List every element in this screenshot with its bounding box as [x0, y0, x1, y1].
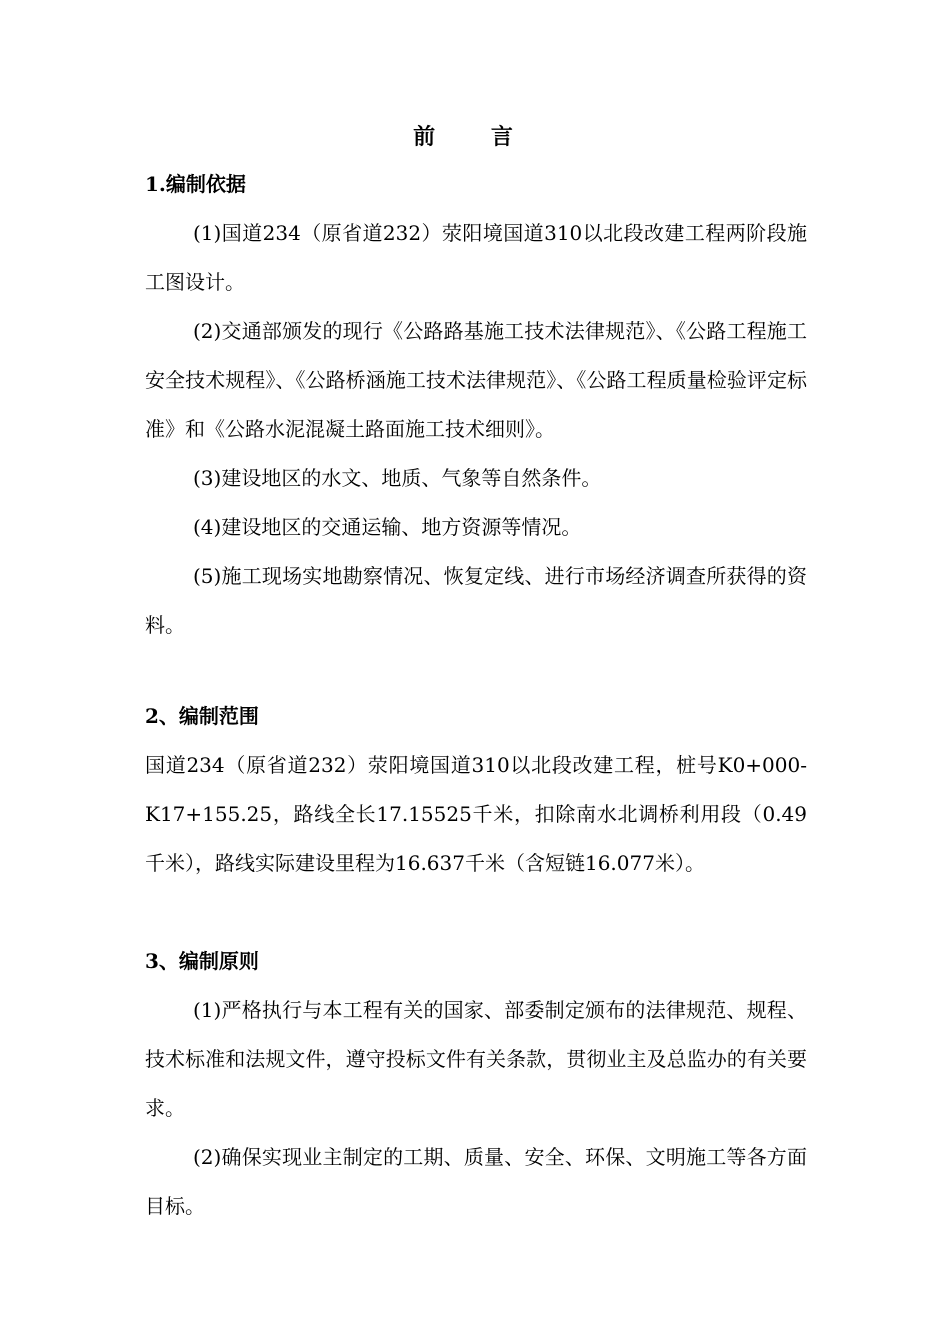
paragraph: (2)交通部颁发的现行《公路路基施工技术法律规范》、《公路工程施工安全技术规程》、《公路桥涵施工技术法律规范》、《公路工程质量检验评定标准》和《公路水泥混凝土路面施工技术细则》。 — [145, 319, 807, 441]
paragraph: (4)建设地区的交通运输、地方资源等情况。 — [193, 515, 582, 539]
paragraph: (2)确保实现业主制定的工期、质量、安全、环保、文明施工等各方面目标。 — [145, 1145, 807, 1218]
section-basis — [145, 160, 807, 650]
section-heading: 1.编制依据 — [145, 172, 246, 196]
section-heading: 2、编制范围 — [145, 704, 259, 728]
paragraph: (1)严格执行与本工程有关的国家、部委制定颁布的法律规范、规程、技术标准和法规文件，遵守投标文件有关条款，贯彻业主及总监办的有关要求。 — [145, 998, 807, 1120]
page-title: 前 言 — [413, 124, 537, 150]
paragraph: 国道234（原省道232）荥阳境国道310以北段改建工程，桩号K0+000-K17+155.25，路线全长17.15525千米，扣除南水北调桥利用段（0.49千米），路线实际建设里程为16.637千米（含短链16.077米）。 — [145, 753, 807, 875]
paragraph: (1)国道234（原省道232）荥阳境国道310以北段改建工程两阶段施工图设计。 — [145, 221, 807, 294]
section-scope — [145, 692, 807, 888]
section-principles — [145, 937, 807, 1231]
paragraph: (5)施工现场实地勘察情况、恢复定线、进行市场经济调查所获得的资料。 — [145, 564, 807, 637]
section-heading: 3、编制原则 — [145, 949, 259, 973]
paragraph: (3)建设地区的水文、地质、气象等自然条件。 — [193, 466, 602, 490]
